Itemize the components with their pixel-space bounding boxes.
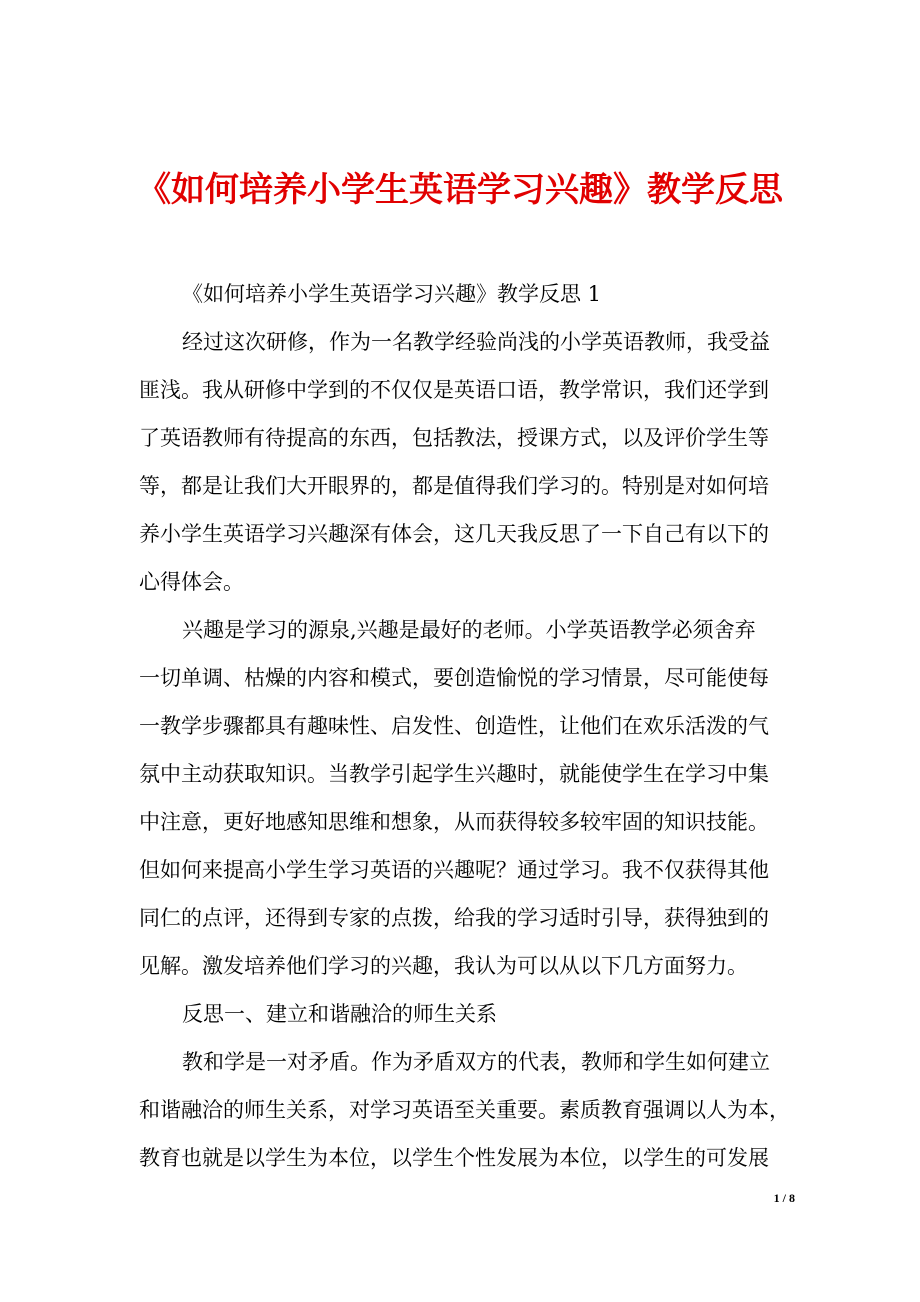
document-title: 《如何培养小学生英语学习兴趣》教学反思	[137, 169, 783, 210]
body-line: 经过这次研修，作为一名教学经验尚浅的小学英语教师，我受益	[182, 330, 770, 354]
body-line: 兴趣是学习的源泉,兴趣是最好的老师。小学英语教学必须舍弃	[182, 618, 756, 642]
body-line: 教和学是一对矛盾。作为矛盾双方的代表，教师和学生如何建立	[182, 1050, 770, 1074]
body-line: 氛中主动获取知识。当教学引起学生兴趣时，就能使学生在学习中集	[139, 762, 769, 786]
body-line: 养小学生英语学习兴趣深有体会，这几天我反思了一下自己有以下的	[139, 522, 769, 546]
body-line: 但如何来提高小学生学习英语的兴趣呢？通过学习。我不仅获得其他	[139, 858, 769, 882]
body-line: 和谐融洽的师生关系，对学习英语至关重要。素质教育强调以人为本，	[139, 1098, 790, 1122]
body-line: 见解。激发培养他们学习的兴趣，我认为可以从以下几方面努力。	[139, 954, 748, 978]
body-line: 一切单调、枯燥的内容和模式，要创造愉悦的学习情景，尽可能使每	[139, 666, 769, 690]
body-line: 了英语教师有待提高的东西，包括教法，授课方式，以及评价学生等	[139, 426, 769, 450]
body-line: 心得体会。	[139, 570, 244, 594]
body-line: 一教学步骤都具有趣味性、启发性、创造性，让他们在欢乐活泼的气	[139, 714, 769, 738]
body-line: 匪浅。我从研修中学到的不仅仅是英语口语，教学常识，我们还学到	[139, 378, 769, 402]
page-number: 1 / 8	[773, 1191, 795, 1205]
section-subheading: 反思一、建立和谐融洽的师生关系	[182, 1002, 497, 1026]
body-line: 教育也就是以学生为本位，以学生个性发展为本位，以学生的可发展	[139, 1146, 769, 1170]
section-heading: 《如何培养小学生英语学习兴趣》教学反思 1	[182, 282, 602, 306]
body-line: 等，都是让我们大开眼界的，都是值得我们学习的。特别是对如何培	[139, 474, 769, 498]
body-line: 同仁的点评，还得到专家的点拨，给我的学习适时引导，获得独到的	[139, 906, 769, 930]
body-line: 中注意，更好地感知思维和想象，从而获得较多较牢固的知识技能。	[139, 810, 769, 834]
